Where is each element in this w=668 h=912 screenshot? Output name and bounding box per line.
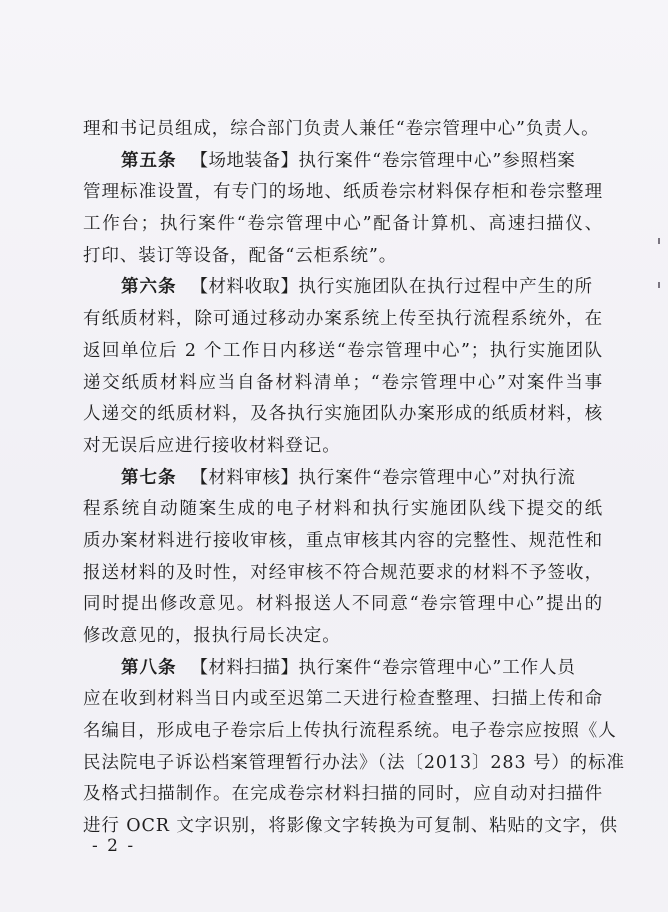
text-line xyxy=(83,114,603,146)
line-text: 名编目，形成电子卷宗后上传执行流程系统。电子卷宗应按照《人 xyxy=(83,721,617,742)
line-text: 执行案件“卷宗管理中心”工作人员 xyxy=(298,657,576,678)
text-line xyxy=(83,177,603,209)
article-first-line xyxy=(83,272,603,304)
line-text: 有纸质材料，除可通过移动办案系统上传至执行流程系统外，在 xyxy=(83,309,603,330)
article-number: 第五条 xyxy=(121,150,177,171)
line-text: 程系统自动随案生成的电子材料和执行实施团队线下提交的纸 xyxy=(83,499,603,520)
line-text: 报送材料的及时性，对经审核不符合规范要求的材料不予签收， xyxy=(83,562,603,583)
page-number: - 2 - xyxy=(92,836,136,856)
text-line xyxy=(83,431,603,463)
text-line xyxy=(83,399,603,431)
line-text: 同时提出修改意见。材料报送人不同意“卷宗管理中心”提出的 xyxy=(83,594,603,615)
article-title: 【材料扫描】 xyxy=(190,657,299,678)
article-first-line xyxy=(83,653,603,685)
article-first-line xyxy=(83,463,603,495)
article-title: 【材料收取】 xyxy=(190,277,299,298)
line-text: 执行案件“卷宗管理中心”参照档案 xyxy=(298,150,576,171)
text-line xyxy=(83,684,603,716)
line-text: 民法院电子诉讼档案管理暂行办法》（法〔2013〕283 号）的标准 xyxy=(83,752,625,773)
text-line xyxy=(83,368,603,400)
scan-mark xyxy=(658,238,660,244)
text-line xyxy=(83,304,603,336)
line-text: 应在收到材料当日内或至迟第二天进行检查整理、扫描上传和命 xyxy=(83,689,603,710)
text-line xyxy=(83,779,603,811)
line-text: 打印、装订等设备，配备“云柜系统”。 xyxy=(83,245,398,266)
line-text: 返回单位后 2 个工作日内移送“卷宗管理中心”；执行实施团队 xyxy=(83,340,603,361)
article-number: 第七条 xyxy=(121,467,177,488)
document-body xyxy=(83,114,625,843)
text-line xyxy=(83,589,603,621)
line-text: 进行 OCR 文字识别，将影像文字转换为可复制、粘贴的文字，供 xyxy=(83,816,618,837)
line-text: 对无误后应进行接收材料登记。 xyxy=(83,435,341,456)
text-line xyxy=(83,558,603,590)
article-number: 第六条 xyxy=(121,277,177,298)
article-first-line xyxy=(83,146,603,178)
text-line xyxy=(83,716,617,748)
line-text: 及格式扫描制作。在完成卷宗材料扫描的同时，应自动对扫描件 xyxy=(83,784,603,805)
scan-mark xyxy=(658,282,660,288)
line-text: 质办案材料进行接收审核，重点审核其内容的完整性、规范性和 xyxy=(83,530,603,551)
text-line xyxy=(83,241,603,273)
line-text: 递交纸质材料应当自备材料清单；“卷宗管理中心”对案件当事 xyxy=(83,372,603,393)
text-line xyxy=(83,526,603,558)
line-text: 执行案件“卷宗管理中心”对执行流 xyxy=(298,467,576,488)
line-text: 管理标准设置，有专门的场地、纸质卷宗材料保存柜和卷宗整理 xyxy=(83,182,603,203)
line-text: 执行实施团队在执行过程中产生的所 xyxy=(298,277,593,298)
text-line xyxy=(83,621,603,653)
line-text: 理和书记员组成，综合部门负责人兼任“卷宗管理中心”负责人。 xyxy=(83,119,600,139)
text-line xyxy=(83,494,603,526)
line-text: 工作台；执行案件“卷宗管理中心”配备计算机、高速扫描仪、 xyxy=(83,214,603,235)
text-line xyxy=(83,336,603,368)
text-line xyxy=(83,209,603,241)
article-number: 第八条 xyxy=(121,657,177,678)
article-title: 【材料审核】 xyxy=(190,467,299,488)
line-text: 人递交的纸质材料，及各执行实施团队办案形成的纸质材料，核 xyxy=(83,404,603,425)
article-title: 【场地装备】 xyxy=(190,150,299,171)
line-text: 修改意见的，报执行局长决定。 xyxy=(83,626,341,646)
text-line xyxy=(83,811,618,843)
text-line xyxy=(83,748,625,780)
